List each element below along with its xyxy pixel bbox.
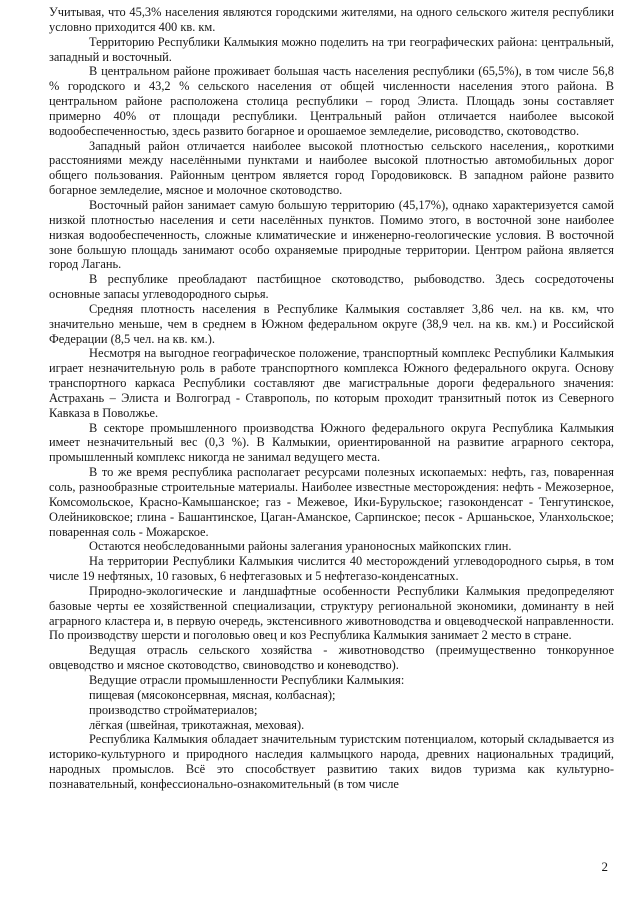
list-item-building-materials: производство стройматериалов; xyxy=(89,702,258,717)
paragraph-uranium-clays: Остаются необследованными районы залегания ураноносных майкопских глин. xyxy=(89,539,512,554)
paragraph-three-districts: Территорию Республики Калмыкия можно поделить на три географических района: центральный, западный и восточный. xyxy=(49,34,614,64)
paragraph-central-district: В центральном районе проживает большая часть населения республики (65,5%), в том числе 56,8 % городского и 43,2 % сельского населения от общей численности населения этого района. В центральном районе расположена столица республики – город Элиста. Площадь зоны составляет примерно 40% от площади республики. Центральный район отличается наиболее высокой водообеспеченностью, здесь развито богарное и орошаемое земледелие, рисоводство, скотоводство. xyxy=(49,64,614,138)
paragraph-mineral-resources: В то же время республика располагает ресурсами полезных ископаемых: нефть, газ, поваренная соль, разнообразные строительные материалы. Наиболее известные месторождения: нефть - Межозерное, Комсомольское, Красно-Камышанское; газ - Межевое, Ики-Бурульское; газоконденсат - Тенгутинское, Олейниковское; глина - Башантинское, Цаган-Аманское, Сарпинское; песок - Аршаньское, Уланхольское; поваренная соль - Можарское. xyxy=(49,465,614,539)
document-body xyxy=(49,5,614,792)
paragraph-tourism: Республика Калмыкия обладает значительным туристским потенциалом, который складывается из историко-культурного и природного наследия калмыцкого народа, древних национальных традиций, народных промыслов. Всё это способствует развитию таких видов туризма как культурно-познавательный, конфессионально-ознакомительный (в том числе xyxy=(49,732,614,791)
paragraph-urban-population: Учитывая, что 45,3% населения являются городскими жителями, на одного сельского жителя республики условно приходится 400 кв. км. xyxy=(49,5,614,34)
paragraph-industry-branches: Ведущие отрасли промышленности Республики Калмыкия: xyxy=(89,672,405,687)
paragraph-agriculture: Ведущая отрасль сельского хозяйства - животноводство (преимущественно тонкорунное овцеводство и мясное скотоводство, свиноводство и коневодство). xyxy=(49,643,614,673)
paragraph-transport: Несмотря на выгодное географическое положение, транспортный комплекс Республики Калмыкия играет незначительную роль в работе транспортного комплекса Южного федерального округа. Основу транспортного каркаса Республики составляют две магистральные дороги федерального значения: Астрахань – Элиста и Волгоград - Ставрополь, по которым проходит транзитный поток из Северного Кавказа в Поволжье. xyxy=(49,346,614,420)
paragraph-eastern-district: Восточный район занимает самую большую территорию (45,17%), однако характеризуется самой низкой плотностью населения и сети населённых пунктов. Помимо этого, в восточной зоне наиболее низкая водообеспеченность, сложные климатические и инженерно-геологические условия. В восточной зоне большую площадь занимают особо охраняемые природные территории. Центром района является город Лагань. xyxy=(49,197,614,272)
paragraph-population-density: Средняя плотность населения в Республике Калмыкия составляет 3,86 чел. на кв. км, что значительно меньше, чем в среднем в Южном федеральном округе (38,9 чел. на кв. км.) и Российской Федерации (8,5 чел. на кв. км.). xyxy=(49,301,614,346)
paragraph-hydrocarbon-deposits: На территории Республики Калмыкия числится 40 месторождений углеводородного сырья, в том числе 19 нефтяных, 10 газовых, 6 нефтегазовых и 5 нефтегазо-конденсатных. xyxy=(49,554,614,584)
list-item-light-industry: лёгкая (швейная, трикотажная, меховая). xyxy=(89,717,305,732)
paragraph-industry: В секторе промышленного производства Южного федерального округа Республика Калмыкия имеет незначительный вес (0,3 %). В Калмыкии, ориентированной на развитие аграрного сектора, промышленный комплекс никогда не занимал ведущего места. xyxy=(49,420,614,465)
paragraph-western-district: Западный район отличается наиболее высокой плотностью сельского населения,, короткими расстояниями между населёнными пунктами и наиболее высокой плотностью автомобильных дорог общего пользования. Районным центром является город Городовиковск. В западном районе развито богарное земледелие, мясное и молочное скотоводство. xyxy=(49,138,614,198)
page-number: 2 xyxy=(601,859,608,874)
paragraph-livestock: В республике преобладают пастбищное скотоводство, рыбоводство. Здесь сосредоточены основные запасы углеводородного сырья. xyxy=(49,272,614,302)
list-item-food: пищевая (мясоконсервная, мясная, колбасная); xyxy=(89,687,336,702)
paragraph-ecological-features: Природно-экологические и ландшафтные особенности Республики Калмыкия предопределяют базовые черты ее хозяйственной специализации, структуру региональной экономики, доминанту в ней аграрного кластера и, в первую очередь, экстенсивного животноводства и овцеводческой направленности. По производству шерсти и поголовью овец и коз Республика Калмыкия занимает 2 место в стране. xyxy=(49,583,614,643)
